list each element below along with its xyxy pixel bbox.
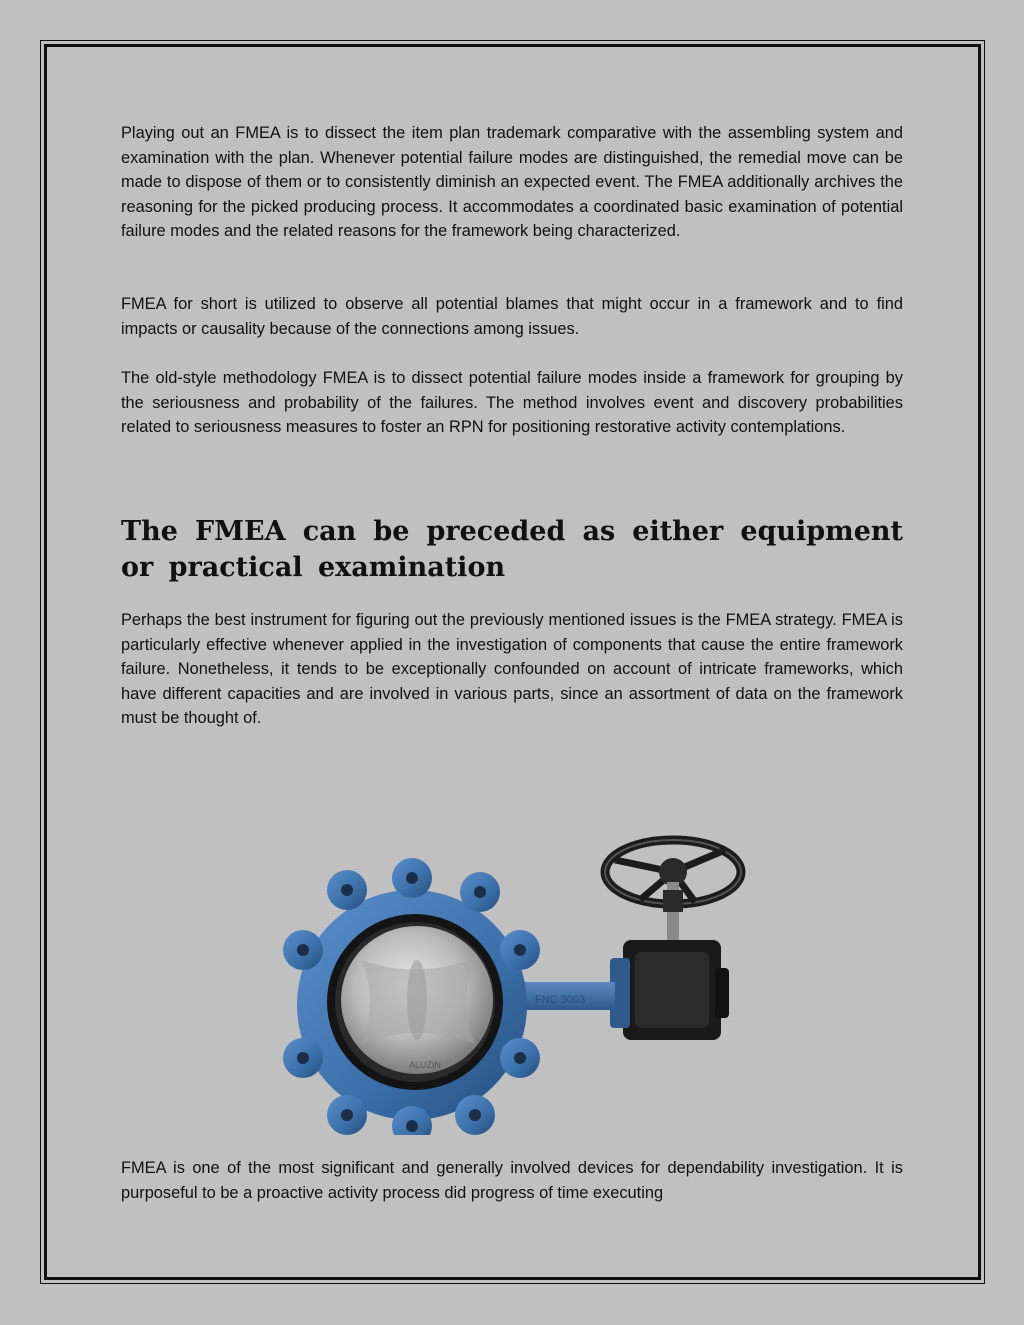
gearbox xyxy=(610,940,729,1040)
body-paragraph-1: Playing out an FMEA is to dissect the item plan trademark comparative with the assembling system and examination with the plan. Whenever potential failure modes are distinguished, the remedial move can be made to dispose of them or to consistently diminish an expected event. The FMEA additionally archives the reasoning for the picked producing process. It accommodates a coordinated basic examination of potential failure modes and the related reasons for the framework being characterized. xyxy=(121,124,903,240)
butterfly-valve-icon xyxy=(275,830,755,1135)
valve-body xyxy=(283,858,540,1135)
handwheel xyxy=(605,840,741,942)
svg-text:ALUZIN: ALUZIN xyxy=(408,1060,442,1070)
body-paragraph-4: Perhaps the best instrument for figuring out the previously mentioned issues is the FMEA strategy. FMEA is particularly effective whenever applied in the investigation of components that cause the entire framework failure. Nonetheless, it tends to be exceptionally confounded on account of intricate frameworks, which have different capacities and are involved in various parts, since an assortment of data on the framework must be thought of. xyxy=(121,611,903,727)
section-heading: The FMEA can be preceded as either equipment or practical examination xyxy=(121,516,903,583)
body-paragraph-2: FMEA for short is utilized to observe all potential blames that might occur in a framework and to find impacts or causality because of the connections among issues. xyxy=(121,295,903,338)
body-paragraph-3: The old-style methodology FMEA is to dissect potential failure modes inside a framework for grouping by the seriousness and probability of the failures. The method involves event and discovery probabilities related to seriousness measures to foster an RPN for positioning restorative activity contemplations. xyxy=(121,369,903,436)
svg-text:FNC 3003: FNC 3003 xyxy=(534,994,586,1006)
body-paragraph-5: FMEA is one of the most significant and generally involved devices for dependability investigation. It is purposeful to be a proactive activity process did progress of time executing xyxy=(121,1159,903,1202)
butterfly-valve-image xyxy=(275,830,755,1135)
